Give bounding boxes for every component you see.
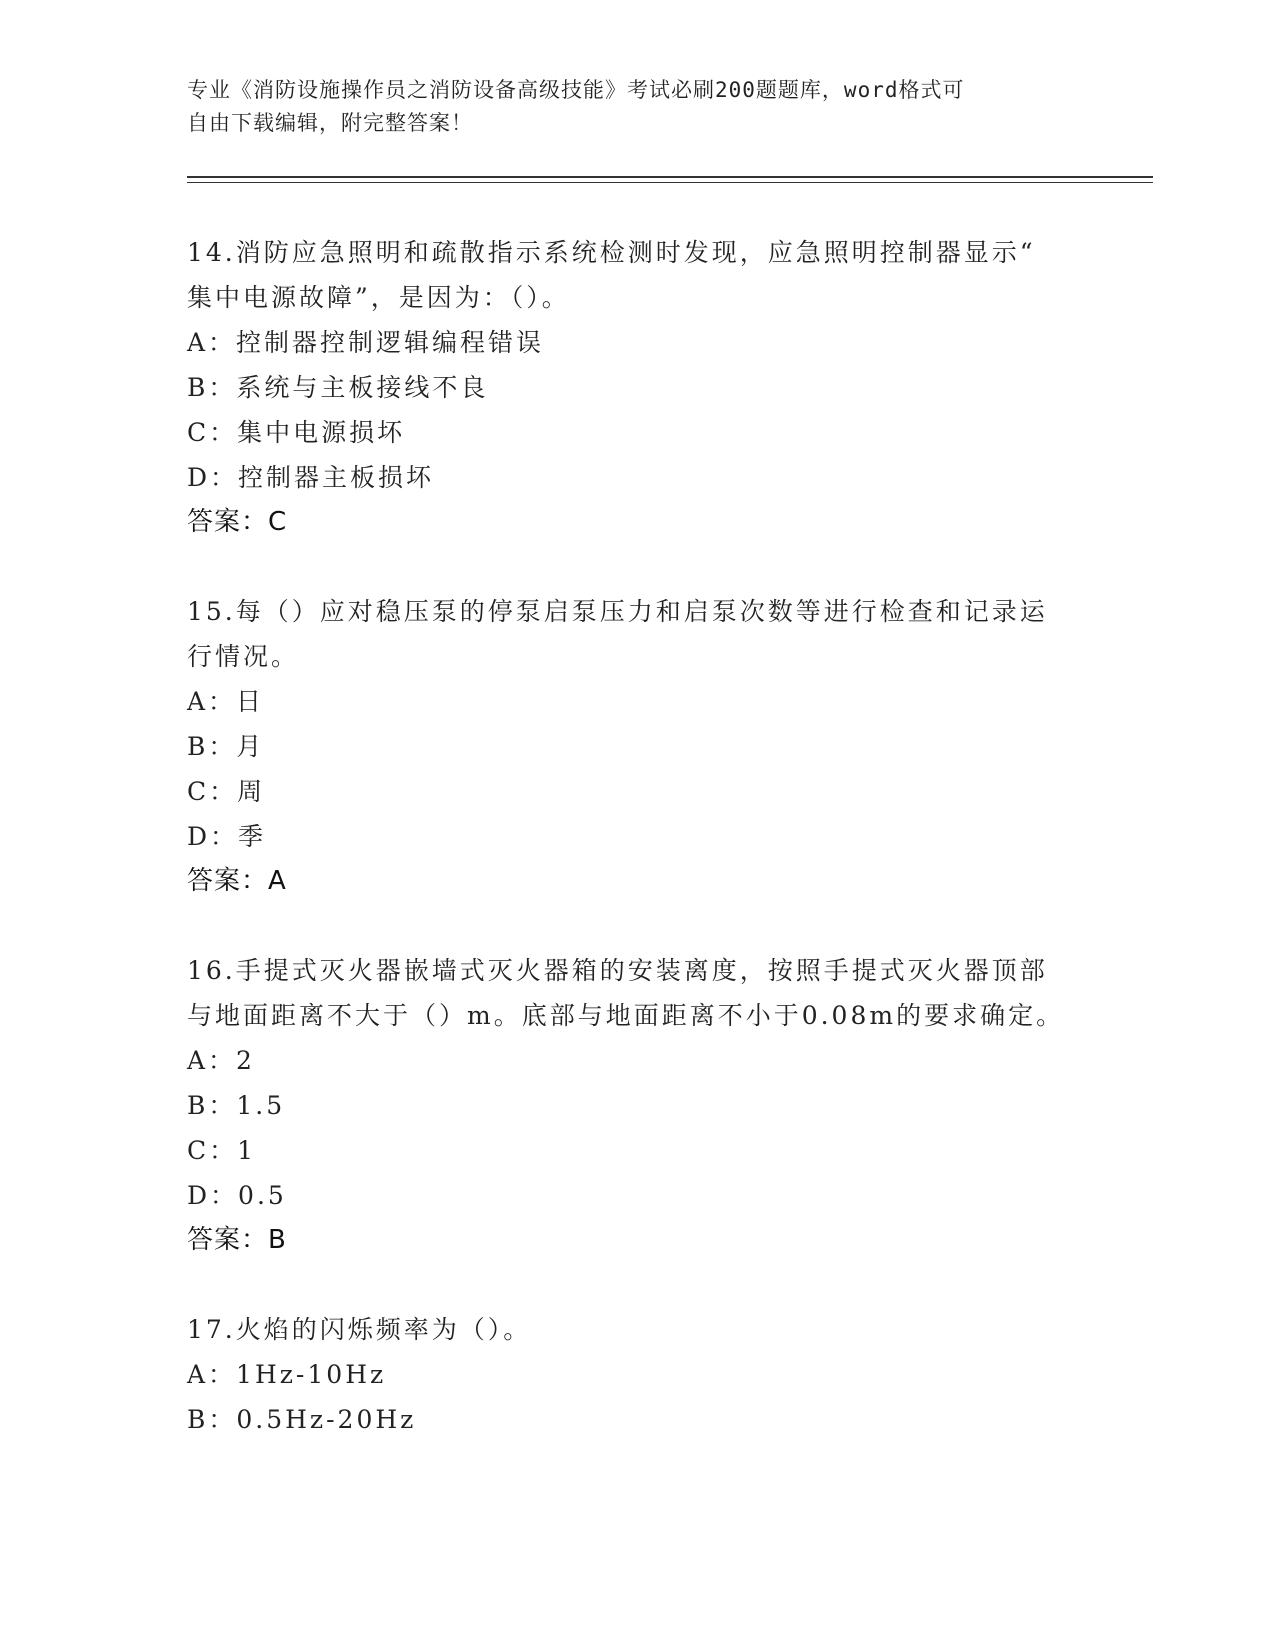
question-text: [187, 230, 1087, 320]
option-c: C：1: [187, 1136, 257, 1165]
answer-label: 答案：C: [187, 507, 288, 537]
question-15: [187, 589, 1087, 904]
question-text-line: 集中电源故障”，是因为：（）。: [187, 283, 570, 312]
document-header: [187, 74, 1067, 140]
question-list: [187, 230, 1087, 1486]
header-divider-bottom: [187, 182, 1153, 183]
option-a: A：2: [187, 1046, 255, 1075]
option-b: B：系统与主板接线不良: [187, 373, 489, 402]
option-a: A：控制器控制逻辑编程错误: [187, 328, 545, 357]
header-line-2: 自由下载编辑，附完整答案！: [187, 111, 473, 135]
option-b: B：0.5Hz-20Hz: [187, 1405, 417, 1434]
question-14: [187, 230, 1087, 545]
question-text: [187, 1307, 1087, 1352]
option-c: C：集中电源损坏: [187, 418, 406, 447]
question-text: [187, 589, 1087, 679]
question-text-line: 14.消防应急照明和疏散指示系统检测时发现，应急照明控制器显示“: [187, 238, 1036, 267]
option-c: C：周: [187, 777, 266, 806]
answer-label: 答案：A: [187, 866, 287, 896]
question-text-line: 与地面距离不大于（）m。底部与地面距离不小于0.08m的要求确定。: [187, 1001, 1065, 1030]
question-text-line: 17.火焰的闪烁频率为（）。: [187, 1315, 532, 1344]
answer-label: 答案：B: [187, 1225, 287, 1255]
option-a: A：1Hz-10Hz: [187, 1360, 387, 1389]
question-text-line: 行情况。: [187, 642, 300, 671]
question-17: [187, 1307, 1087, 1442]
option-d: D：0.5: [187, 1181, 287, 1210]
header-line-1: 专业《消防设施操作员之消防设备高级技能》考试必刷200题题库，word格式可: [187, 78, 965, 102]
question-text-line: 16.手提式灭火器嵌墙式灭火器箱的安装离度，按照手提式灭火器顶部: [187, 956, 1048, 985]
option-b: B：1.5: [187, 1091, 286, 1120]
question-text-line: 15.每（）应对稳压泵的停泵启泵压力和启泵次数等进行检查和记录运: [187, 597, 1048, 626]
header-divider-top: [187, 176, 1153, 178]
option-d: D：季: [187, 822, 267, 851]
question-16: [187, 948, 1087, 1263]
question-text: [187, 948, 1087, 1038]
option-b: B：月: [187, 732, 265, 761]
option-d: D：控制器主板损坏: [187, 463, 435, 492]
option-a: A：日: [187, 687, 265, 716]
